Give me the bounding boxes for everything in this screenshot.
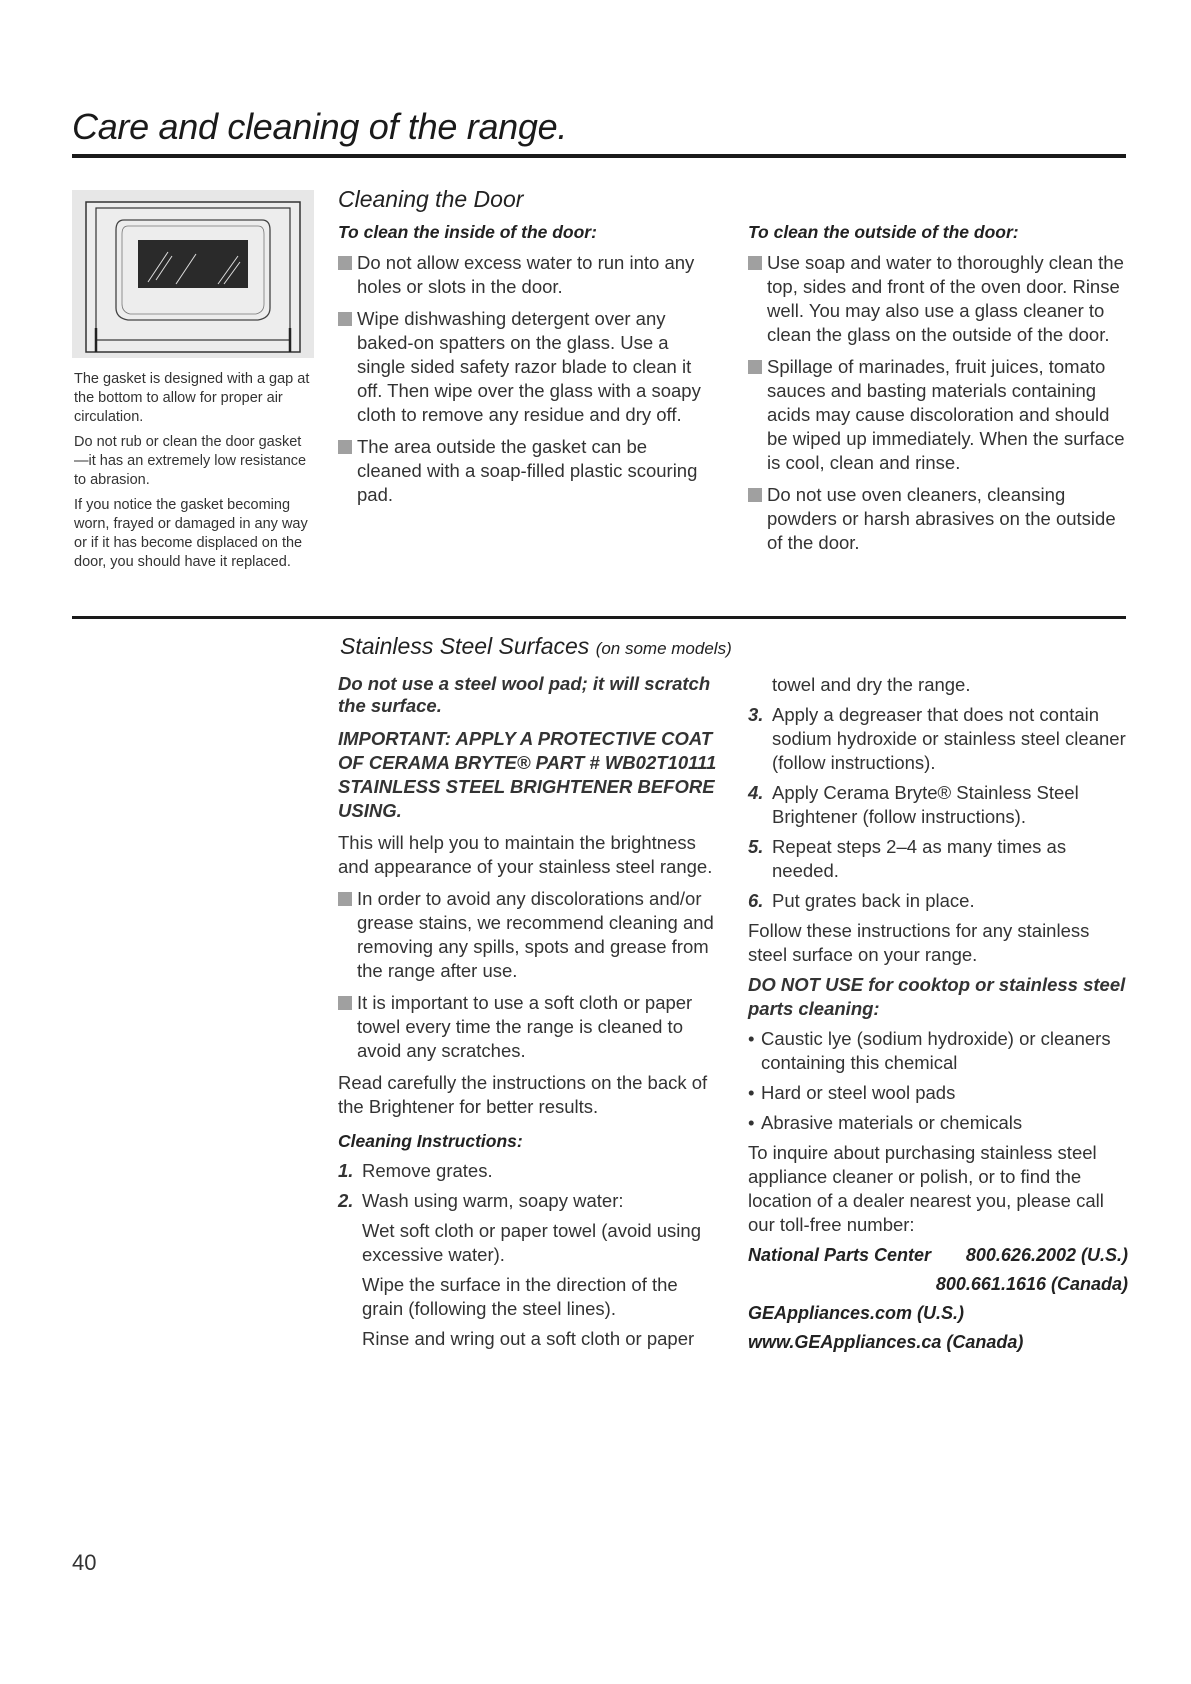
website-us[interactable]: GEAppliances.com (U.S.) (748, 1303, 965, 1323)
door-section-title: Cleaning the Door (338, 186, 524, 212)
list-item: It is important to use a soft cloth or paper towel every time the range is cleaned to avoid any scratches. (338, 991, 722, 1063)
caption-do-not-rub: Do not rub or clean the door gasket—it has an extremely low resistance to abrasion. (74, 434, 307, 488)
list-item: • Hard or steel wool pads (748, 1082, 956, 1103)
gasket-captions (74, 370, 310, 578)
list-item: Do not allow excess water to run into any holes or slots in the door. (338, 251, 716, 299)
parts-center-name: National Parts Center (748, 1245, 932, 1265)
steel-title-note: (on some models) (595, 639, 732, 658)
step-item: 4. Apply Cerama Bryte® Stainless Steel Brightener (follow instructions). (748, 782, 1079, 827)
step-item: 2. Wash using warm, soapy water: (338, 1190, 624, 1211)
bullet-square-icon (338, 996, 352, 1010)
bullet-square-icon (748, 488, 762, 502)
door-inside-column (338, 220, 716, 515)
page-title: Care and cleaning of the range. (72, 106, 568, 147)
list-item: Spillage of marinades, fruit juices, tomato sauces and basting materials containing acids may cause discoloration and should be wiped up immediately. When the surface is cool, clean and rinse. (748, 355, 1128, 475)
bullet-dot-icon: • (748, 1028, 755, 1049)
door-outside-column (748, 220, 1128, 563)
list-item: The area outside the gasket can be cleaned with a soap-filled plastic scouring pad. (338, 435, 716, 507)
inquire-note: To inquire about purchasing stainless steel appliance cleaner or polish, or to find the location of a dealer nearest you, please call our toll-free number: (748, 1142, 1104, 1235)
step-2-detail: Rinse and wring out a soft cloth or paper (362, 1328, 695, 1349)
step-2-detail: Wipe the surface in the direction of the grain (following the steel lines). (362, 1274, 678, 1319)
steel-left-column (338, 673, 722, 1357)
bullet-dot-icon: • (748, 1112, 755, 1133)
step-2-continued: towel and dry the range. (772, 674, 971, 695)
step-item: 3. Apply a degreaser that does not contain sodium hydroxide or stainless steel cleaner (follow instructions). (748, 704, 1126, 773)
step-item: 5. Repeat steps 2–4 as many times as needed. (748, 836, 1067, 881)
instructions-heading: Cleaning Instructions: (338, 1131, 523, 1151)
bullet-square-icon (338, 892, 352, 906)
phone-canada: 800.661.1616 (Canada) (935, 1274, 1128, 1294)
phone-us: 800.626.2002 (U.S.) (965, 1245, 1128, 1265)
follow-note: Follow these instructions for any stainless steel surface on your range. (748, 920, 1090, 965)
step-item: 6. Put grates back in place. (748, 890, 975, 911)
steel-right-column (748, 673, 1128, 1354)
bullet-square-icon (338, 440, 352, 454)
bullet-square-icon (748, 360, 762, 374)
read-note: Read carefully the instructions on the back of the Brightener for better results. (338, 1072, 708, 1117)
section-divider (72, 616, 1126, 619)
bullet-square-icon (338, 312, 352, 326)
outside-door-heading: To clean the outside of the door: (748, 222, 1019, 242)
step-item: 1. Remove grates. (338, 1160, 493, 1181)
steel-intro: This will help you to maintain the brightness and appearance of your stainless steel range. (338, 832, 713, 877)
list-item: Wipe dishwashing detergent over any baked-on spatters on the glass. Use a single sided safety razor blade to clean it off. Then wipe over the glass with a soapy cloth to remove any residue and dry off. (338, 307, 716, 427)
contact-block (748, 1243, 1128, 1354)
list-item: • Caustic lye (sodium hydroxide) or cleaners containing this chemical (748, 1028, 1111, 1073)
page-number: 40 (72, 1550, 97, 1575)
bullet-square-icon (338, 256, 352, 270)
title-rule (72, 154, 1126, 158)
oven-door-illustration (72, 190, 314, 358)
list-item: • Abrasive materials or chemicals (748, 1112, 1023, 1133)
step-2-detail: Wet soft cloth or paper towel (avoid using excessive water). (362, 1220, 701, 1265)
list-item: In order to avoid any discolorations and/or grease stains, we recommend cleaning and removing any spills, spots and grease from the range after use. (338, 887, 722, 983)
inside-door-heading: To clean the inside of the door: (338, 222, 597, 242)
oven-door-icon (72, 190, 314, 358)
bullet-dot-icon: • (748, 1082, 755, 1103)
steel-wool-warning: Do not use a steel wool pad; it will scratch the surface. (338, 673, 711, 716)
caption-replace: If you notice the gasket becoming worn, frayed or damaged in any way or if it has become displaced on the door, you should have it replaced. (74, 497, 308, 570)
list-item: Do not use oven cleaners, cleansing powders or harsh abrasives on the outside of the door. (748, 483, 1128, 555)
website-canada[interactable]: www.GEAppliances.ca (Canada) (748, 1332, 1024, 1352)
caption-gap: The gasket is designed with a gap at the bottom to allow for proper air circulation. (74, 371, 310, 425)
bullet-square-icon (748, 256, 762, 270)
list-item: Use soap and water to thoroughly clean the top, sides and front of the oven door. Rinse well. You may also use a glass cleaner to clean the glass on the outside of the door. (748, 251, 1128, 347)
important-notice: IMPORTANT: APPLY A PROTECTIVE COAT OF CERAMA BRYTE® PART # WB02T10111 STAINLESS STEEL BRIGHTENER BEFORE USING. (338, 728, 717, 821)
steel-section-title: Stainless Steel Surfaces (on some models) (340, 633, 732, 659)
do-not-use-heading: DO NOT USE for cooktop or stainless steel parts cleaning: (748, 974, 1126, 1019)
